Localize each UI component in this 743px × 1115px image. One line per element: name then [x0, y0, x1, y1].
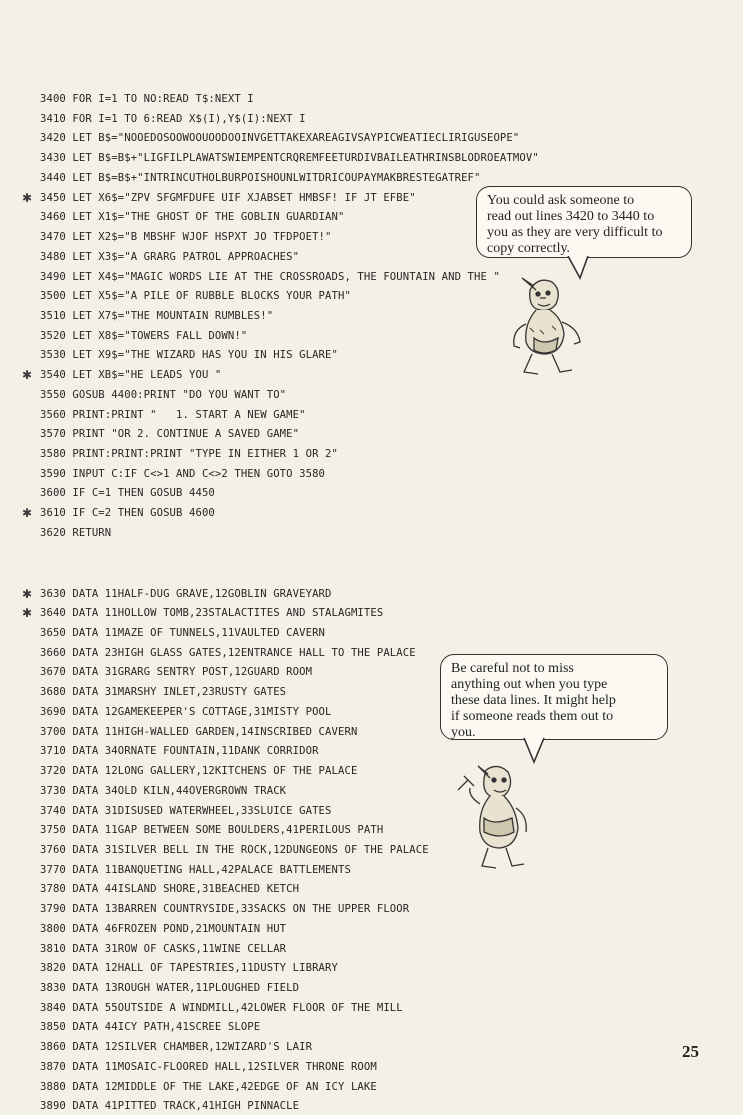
code-line: 3620 RETURN	[40, 526, 112, 539]
code-line: 3530 LET X9$="THE WIZARD HAS YOU IN HIS GLARE"	[40, 349, 338, 362]
code-line: 3730 DATA 34OLD KILN,44OVERGROWN TRACK	[40, 784, 287, 797]
code-line: 3510 LET X7$="THE MOUNTAIN RUMBLES!"	[40, 309, 274, 322]
code-line: 3670 DATA 31GRARG SENTRY POST,12GUARD ROOM	[40, 666, 313, 679]
tip-line: anything out when you type	[451, 677, 608, 692]
code-line: 3870 DATA 11MOSAIC-FLOORED HALL,12SILVER THRONE ROOM	[40, 1060, 377, 1073]
code-line: 3540 LET XB$="HE LEADS YOU "	[40, 369, 222, 382]
code-line: 3820 DATA 12HALL OF TAPESTRIES,11DUSTY LIBRARY	[40, 962, 338, 975]
code-line: 3720 DATA 12LONG GALLERY,12KITCHENS OF THE PALACE	[40, 765, 358, 777]
code-line: 3410 FOR I=1 TO 6:READ X$(I),Y$(I):NEXT I	[40, 112, 306, 125]
tip-line: You could ask someone to	[487, 193, 635, 208]
tip-line: if someone reads them out to	[451, 709, 614, 724]
code-line: 3680 DATA 31MARSHY INLET,23RUSTY GATES	[40, 686, 287, 699]
code-line: 3800 DATA 46FROZEN POND,21MOUNTAIN HUT	[40, 922, 287, 935]
tip-line: Be careful not to miss	[451, 661, 574, 676]
tip-line: these data lines. It might help	[451, 693, 616, 708]
goblin-illustration-top	[500, 268, 590, 380]
code-line: 3570 PRINT "OR 2. CONTINUE A SAVED GAME"	[40, 428, 300, 441]
code-line: 3850 DATA 44ICY PATH,41SCREE SLOPE	[40, 1021, 261, 1034]
code-line: 3640 DATA 11HOLLOW TOMB,23STALACTITES AND STALAGMITES	[40, 607, 384, 620]
code-line: 3430 LET B$=B$+"LIGFILPLAWATSWIEMPENTCRQREMFEETURDIVBAILEATHRINSBLODROEATMOV"	[40, 152, 539, 165]
code-line: 3780 DATA 44ISLAND SHORE,31BEACHED KETCH	[40, 883, 300, 896]
code-line: 3790 DATA 13BARREN COUNTRYSIDE,33SACKS ON THE UPPER FLOOR	[40, 903, 410, 916]
code-line: 3610 IF C=2 THEN GOSUB 4600	[40, 507, 215, 520]
code-line: 3740 DATA 31DISUSED WATERWHEEL,33SLUICE GATES	[40, 804, 332, 817]
code-line: 3750 DATA 11GAP BETWEEN SOME BOULDERS,41PERILOUS PATH	[40, 824, 384, 837]
code-line: 3580 PRINT:PRINT:PRINT "TYPE IN EITHER 1 OR 2"	[40, 448, 338, 460]
asterisk-marker-icon: ✱	[22, 586, 33, 601]
code-line: 3480 LET X3$="A GRARG PATROL APPROACHES"	[40, 250, 300, 263]
code-line: 3490 LET X4$="MAGIC WORDS LIE AT THE CROSSROADS, THE FOUNTAIN AND THE "	[40, 270, 500, 283]
tip-line: you as they are very difficult to	[487, 225, 663, 240]
code-line: 3400 FOR I=1 TO NO:READ T$:NEXT I	[40, 93, 254, 105]
asterisk-marker-icon: ✱	[22, 506, 33, 521]
code-line: 3550 GOSUB 4400:PRINT "DO YOU WANT TO"	[40, 388, 287, 401]
code-line: 3710 DATA 34ORNATE FOUNTAIN,11DANK CORRIDOR	[40, 745, 319, 758]
code-line: 3660 DATA 23HIGH GLASS GATES,12ENTRANCE HALL TO THE PALACE	[40, 646, 416, 659]
code-line: 3470 LET X2$="B MBSHF WJOF HSPXT JO TFDPOET!"	[40, 231, 332, 243]
asterisk-marker-icon: ✱	[22, 368, 33, 383]
code-line: 3770 DATA 11BANQUETING HALL,42PALACE BATTLEMENTS	[40, 863, 351, 876]
code-line: 3600 IF C=1 THEN GOSUB 4450	[40, 487, 215, 500]
code-line: 3860 DATA 12SILVER CHAMBER,12WIZARD'S LAIR	[40, 1041, 313, 1054]
page-number: 25	[682, 1042, 699, 1061]
code-line: 3830 DATA 13ROUGH WATER,11PLOUGHED FIELD	[40, 982, 300, 994]
tip-bubble-bottom	[440, 654, 668, 740]
asterisk-marker-icon: ✱	[22, 606, 33, 621]
code-line: 3890 DATA 41PITTED TRACK,41HIGH PINNACLE	[40, 1100, 300, 1113]
code-line: 3760 DATA 31SILVER BELL IN THE ROCK,12DUNGEONS OF THE PALACE	[40, 843, 429, 856]
code-line: 3630 DATA 11HALF-DUG GRAVE,12GOBLIN GRAVEYARD	[40, 587, 332, 600]
code-line: 3440 LET B$=B$+"INTRINCUTHOLBURPOISHOUNLWITDRICOUPAYMAKBRESTEGATREF"	[40, 171, 481, 184]
code-line: 3520 LET X8$="TOWERS FALL DOWN!"	[40, 329, 248, 342]
code-line: 3560 PRINT:PRINT " 1. START A NEW GAME"	[40, 408, 306, 421]
tip-bubble-top	[476, 186, 692, 258]
tip-line: you.	[451, 725, 476, 740]
tip-line: read out lines 3420 to 3440 to	[487, 209, 655, 224]
code-line: 3420 LET B$="NOOEDOSOOWOOUOODOOINVGETTAKEXAREAGIVSAYPICWEATIECLIRIGUSEOPE"	[40, 132, 520, 145]
code-line: 3450 LET X6$="ZPV SFGMFDUFE UIF XJABSET HMBSF! IF JT EFBE"	[40, 191, 416, 204]
code-line: 3460 LET X1$="THE GHOST OF THE GOBLIN GUARDIAN"	[40, 211, 345, 224]
code-line: 3880 DATA 12MIDDLE OF THE LAKE,42EDGE OF AN ICY LAKE	[40, 1080, 377, 1093]
asterisk-marker-icon: ✱	[22, 190, 33, 205]
code-line: 3650 DATA 11MAZE OF TUNNELS,11VAULTED CAVERN	[40, 627, 326, 639]
code-line: 3500 LET X5$="A PILE OF RUBBLE BLOCKS YOUR PATH"	[40, 290, 351, 303]
goblin-illustration-bottom	[452, 760, 534, 872]
tip-line: copy correctly.	[487, 241, 571, 256]
code-line: 3690 DATA 12GAMEKEEPER'S COTTAGE,31MISTY POOL	[40, 705, 332, 718]
code-line: 3590 INPUT C:IF C<>1 AND C<>2 THEN GOTO 3580	[40, 467, 326, 480]
code-line: 3840 DATA 55OUTSIDE A WINDMILL,42LOWER FLOOR OF THE MILL	[40, 1001, 403, 1014]
code-line: 3700 DATA 11HIGH-WALLED GARDEN,14INSCRIBED CAVERN	[40, 725, 358, 738]
code-line: 3810 DATA 31ROW OF CASKS,11WINE CELLAR	[40, 942, 287, 955]
